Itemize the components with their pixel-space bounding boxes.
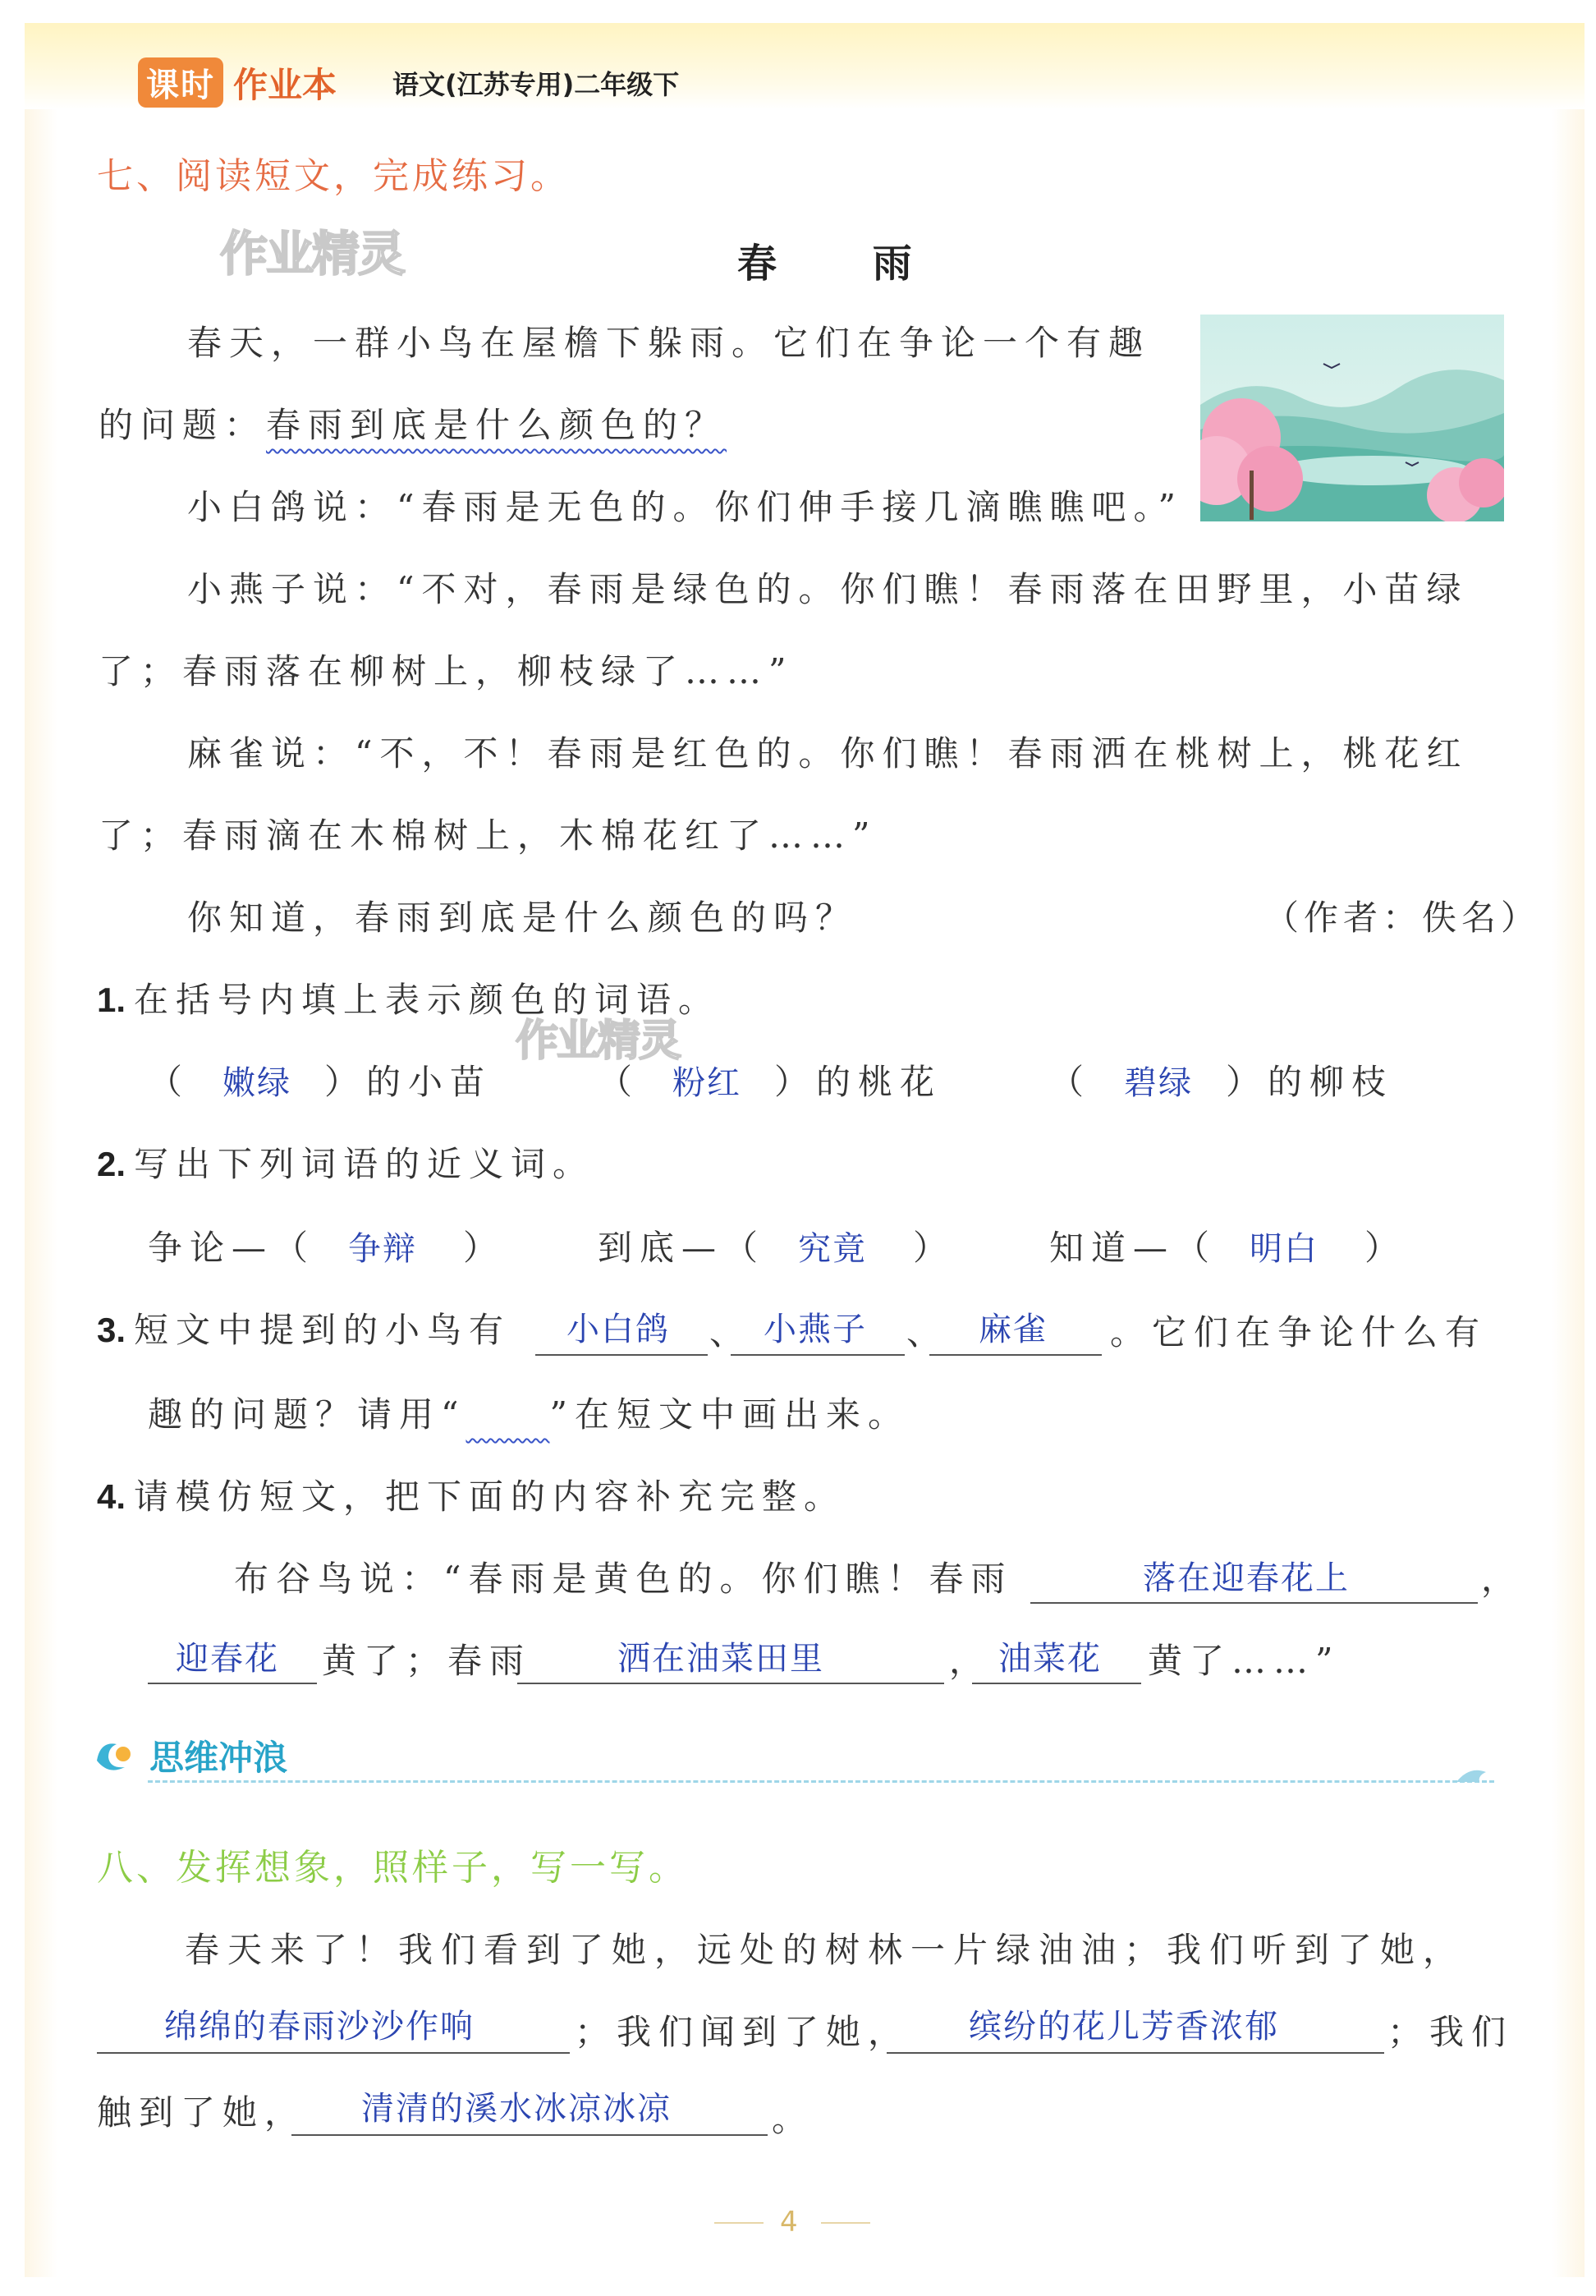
item-word: 争论—（ — [148, 1228, 316, 1268]
story-text: 的问题： — [99, 405, 267, 445]
item-word: 知道—（ — [1049, 1228, 1218, 1268]
section8-line-1: 春天来了！我们看到了她，远处的树林一片绿油油；我们听到了她， — [185, 1930, 1466, 1970]
item-word: 到底—（ — [598, 1228, 766, 1268]
wave-end-icon — [1453, 1757, 1502, 1790]
q4-answer-3: 洒在油菜田里 — [617, 1640, 824, 1678]
question-text: 短文中提到的小鸟有 — [134, 1310, 511, 1350]
section8-mid-1: ；我们闻到了她， — [575, 2012, 910, 2052]
answer-text: 究竟 — [798, 1230, 868, 1268]
wavy-line-sample — [466, 1394, 549, 1435]
question-4 — [97, 1470, 846, 1519]
answer-blank — [97, 2051, 570, 2054]
wave-icon — [92, 1736, 141, 1775]
answer-text: 嫩绿 — [222, 1064, 292, 1102]
question-number: 2. — [97, 1145, 126, 1183]
spring-landscape-image — [1200, 315, 1504, 521]
item-text: ）的柳枝 — [1226, 1062, 1394, 1102]
question-number: 4. — [97, 1477, 126, 1516]
answer-blank — [731, 1353, 905, 1356]
question-3-cont — [148, 1388, 910, 1437]
q2-item-1 — [148, 1221, 505, 1270]
header-subtitle: 语文(江苏专用)二年级下 — [392, 69, 680, 100]
story-paragraph-5: 你知道，春雨到底是什么颜色的吗？ — [187, 898, 858, 938]
answer-text: 粉红 — [672, 1064, 742, 1102]
s8-answer-3: 清清的溪水冰凉冰凉 — [361, 2090, 672, 2128]
question-text: 写出下列词语的近义词。 — [134, 1144, 595, 1184]
spring-painting — [1200, 315, 1504, 521]
section7-title: 七、阅读短文，完成练习。 — [97, 155, 570, 197]
story-title: 春 雨 — [737, 241, 953, 287]
item-text: ）的小苗 — [324, 1062, 493, 1102]
wavy-underlined-question: 春雨到底是什么颜色的？ — [266, 405, 727, 445]
answer-text: 碧绿 — [1124, 1064, 1194, 1102]
story-paragraph-1-cont — [99, 398, 727, 448]
watermark-stamp-2: 作业精灵 — [516, 1017, 681, 1066]
q3-answer-3: 麻雀 — [979, 1311, 1048, 1348]
thinking-banner — [92, 1731, 287, 1780]
q1-item-3 — [1049, 1055, 1393, 1104]
item-text: ）的桃花 — [774, 1062, 942, 1102]
page-number: 4 — [780, 2206, 798, 2239]
story-paragraph-4: 麻雀说：“不，不！春雨是红色的。你们瞧！春雨洒在桃树上，桃花红 — [187, 733, 1469, 774]
section8-end: 。 — [772, 2099, 814, 2139]
q4-end-text: 黄了……” — [1148, 1641, 1341, 1681]
dashed-divider — [148, 1780, 1494, 1783]
story-paragraph-1: 春天，一群小鸟在屋檐下躲雨。它们在争论一个有趣 — [187, 323, 1151, 363]
comma: ， — [1481, 1559, 1524, 1599]
answer-text: 明白 — [1250, 1230, 1319, 1268]
watermark-stamp: 作业精灵 — [220, 226, 405, 282]
section8-line-3: 触到了她， — [97, 2092, 307, 2133]
paren-close: ） — [1364, 1228, 1407, 1268]
q2-item-2 — [598, 1221, 955, 1270]
s8-answer-1: 绵绵的春雨沙沙作响 — [164, 2008, 475, 2046]
book-logo — [138, 57, 337, 108]
answer-blank — [291, 2133, 768, 2136]
paren-close: ） — [463, 1228, 506, 1268]
footer-line-right — [821, 2222, 870, 2224]
question-3 — [97, 1303, 511, 1352]
question-text: ”在短文中画出来。 — [549, 1394, 910, 1435]
logo-text: 作业本 — [233, 64, 337, 105]
story-paragraph-3-cont: 了；春雨落在柳树上，柳枝绿了……” — [99, 651, 794, 691]
q2-item-3 — [1049, 1221, 1406, 1270]
separator: 、 — [906, 1312, 949, 1352]
answer-blank — [148, 1682, 317, 1684]
q1-item-2 — [598, 1055, 942, 1104]
q3-answer-1: 小白鸽 — [566, 1311, 670, 1348]
question-text: 在括号内填上表示颜色的词语。 — [134, 980, 721, 1020]
s8-answer-2: 缤纷的花儿芳香浓郁 — [969, 2008, 1279, 2046]
comma: ， — [949, 1641, 992, 1681]
story-paragraph-4-cont: 了；春雨滴在木棉树上，木棉花红了……” — [99, 815, 878, 856]
question-text: 。它们在争论什么有 — [1110, 1312, 1488, 1352]
author-credit: （作者：佚名） — [1264, 898, 1541, 938]
section8-title: 八、发挥想象，照样子，写一写。 — [97, 1847, 688, 1889]
footer-line-left — [714, 2222, 764, 2224]
question-number: 1. — [97, 980, 126, 1019]
paren-open: （ — [148, 1062, 190, 1102]
question-text: 趣的问题？请用“ — [148, 1394, 466, 1435]
q4-answer-2: 迎春花 — [176, 1640, 279, 1678]
q4-mid-text: 黄了；春雨 — [322, 1641, 532, 1681]
q4-answer-1: 落在迎春花上 — [1143, 1559, 1350, 1597]
q4-line-1: 布谷鸟说：“春雨是黄色的。你们瞧！春雨 — [234, 1559, 1013, 1599]
story-paragraph-3: 小燕子说：“不对，春雨是绿色的。你们瞧！春雨落在田野里，小苗绿 — [187, 569, 1469, 609]
logo-badge: 课时 — [138, 57, 223, 108]
q3-answer-2: 小燕子 — [764, 1311, 867, 1348]
answer-blank — [1030, 1601, 1478, 1604]
thinking-label: 思维冲浪 — [149, 1738, 288, 1778]
story-paragraph-2: 小白鸽说：“春雨是无色的。你们伸手接几滴瞧瞧吧。” — [187, 487, 1183, 527]
answer-blank — [535, 1353, 708, 1356]
q1-item-1 — [148, 1055, 492, 1104]
question-text: 请模仿短文，把下面的内容补充完整。 — [134, 1476, 846, 1517]
question-2 — [97, 1137, 594, 1187]
answer-text: 争辩 — [348, 1230, 418, 1268]
answer-blank — [887, 2051, 1384, 2054]
answer-blank — [972, 1682, 1141, 1684]
paren-open: （ — [598, 1062, 640, 1102]
paren-open: （ — [1049, 1062, 1092, 1102]
paren-close: ） — [913, 1228, 956, 1268]
answer-blank — [517, 1682, 944, 1684]
question-number: 3. — [97, 1311, 126, 1349]
q4-answer-4: 油菜花 — [998, 1640, 1102, 1678]
answer-blank — [929, 1353, 1102, 1356]
separator: 、 — [709, 1312, 752, 1352]
section8-mid-2: ；我们 — [1387, 2012, 1514, 2052]
